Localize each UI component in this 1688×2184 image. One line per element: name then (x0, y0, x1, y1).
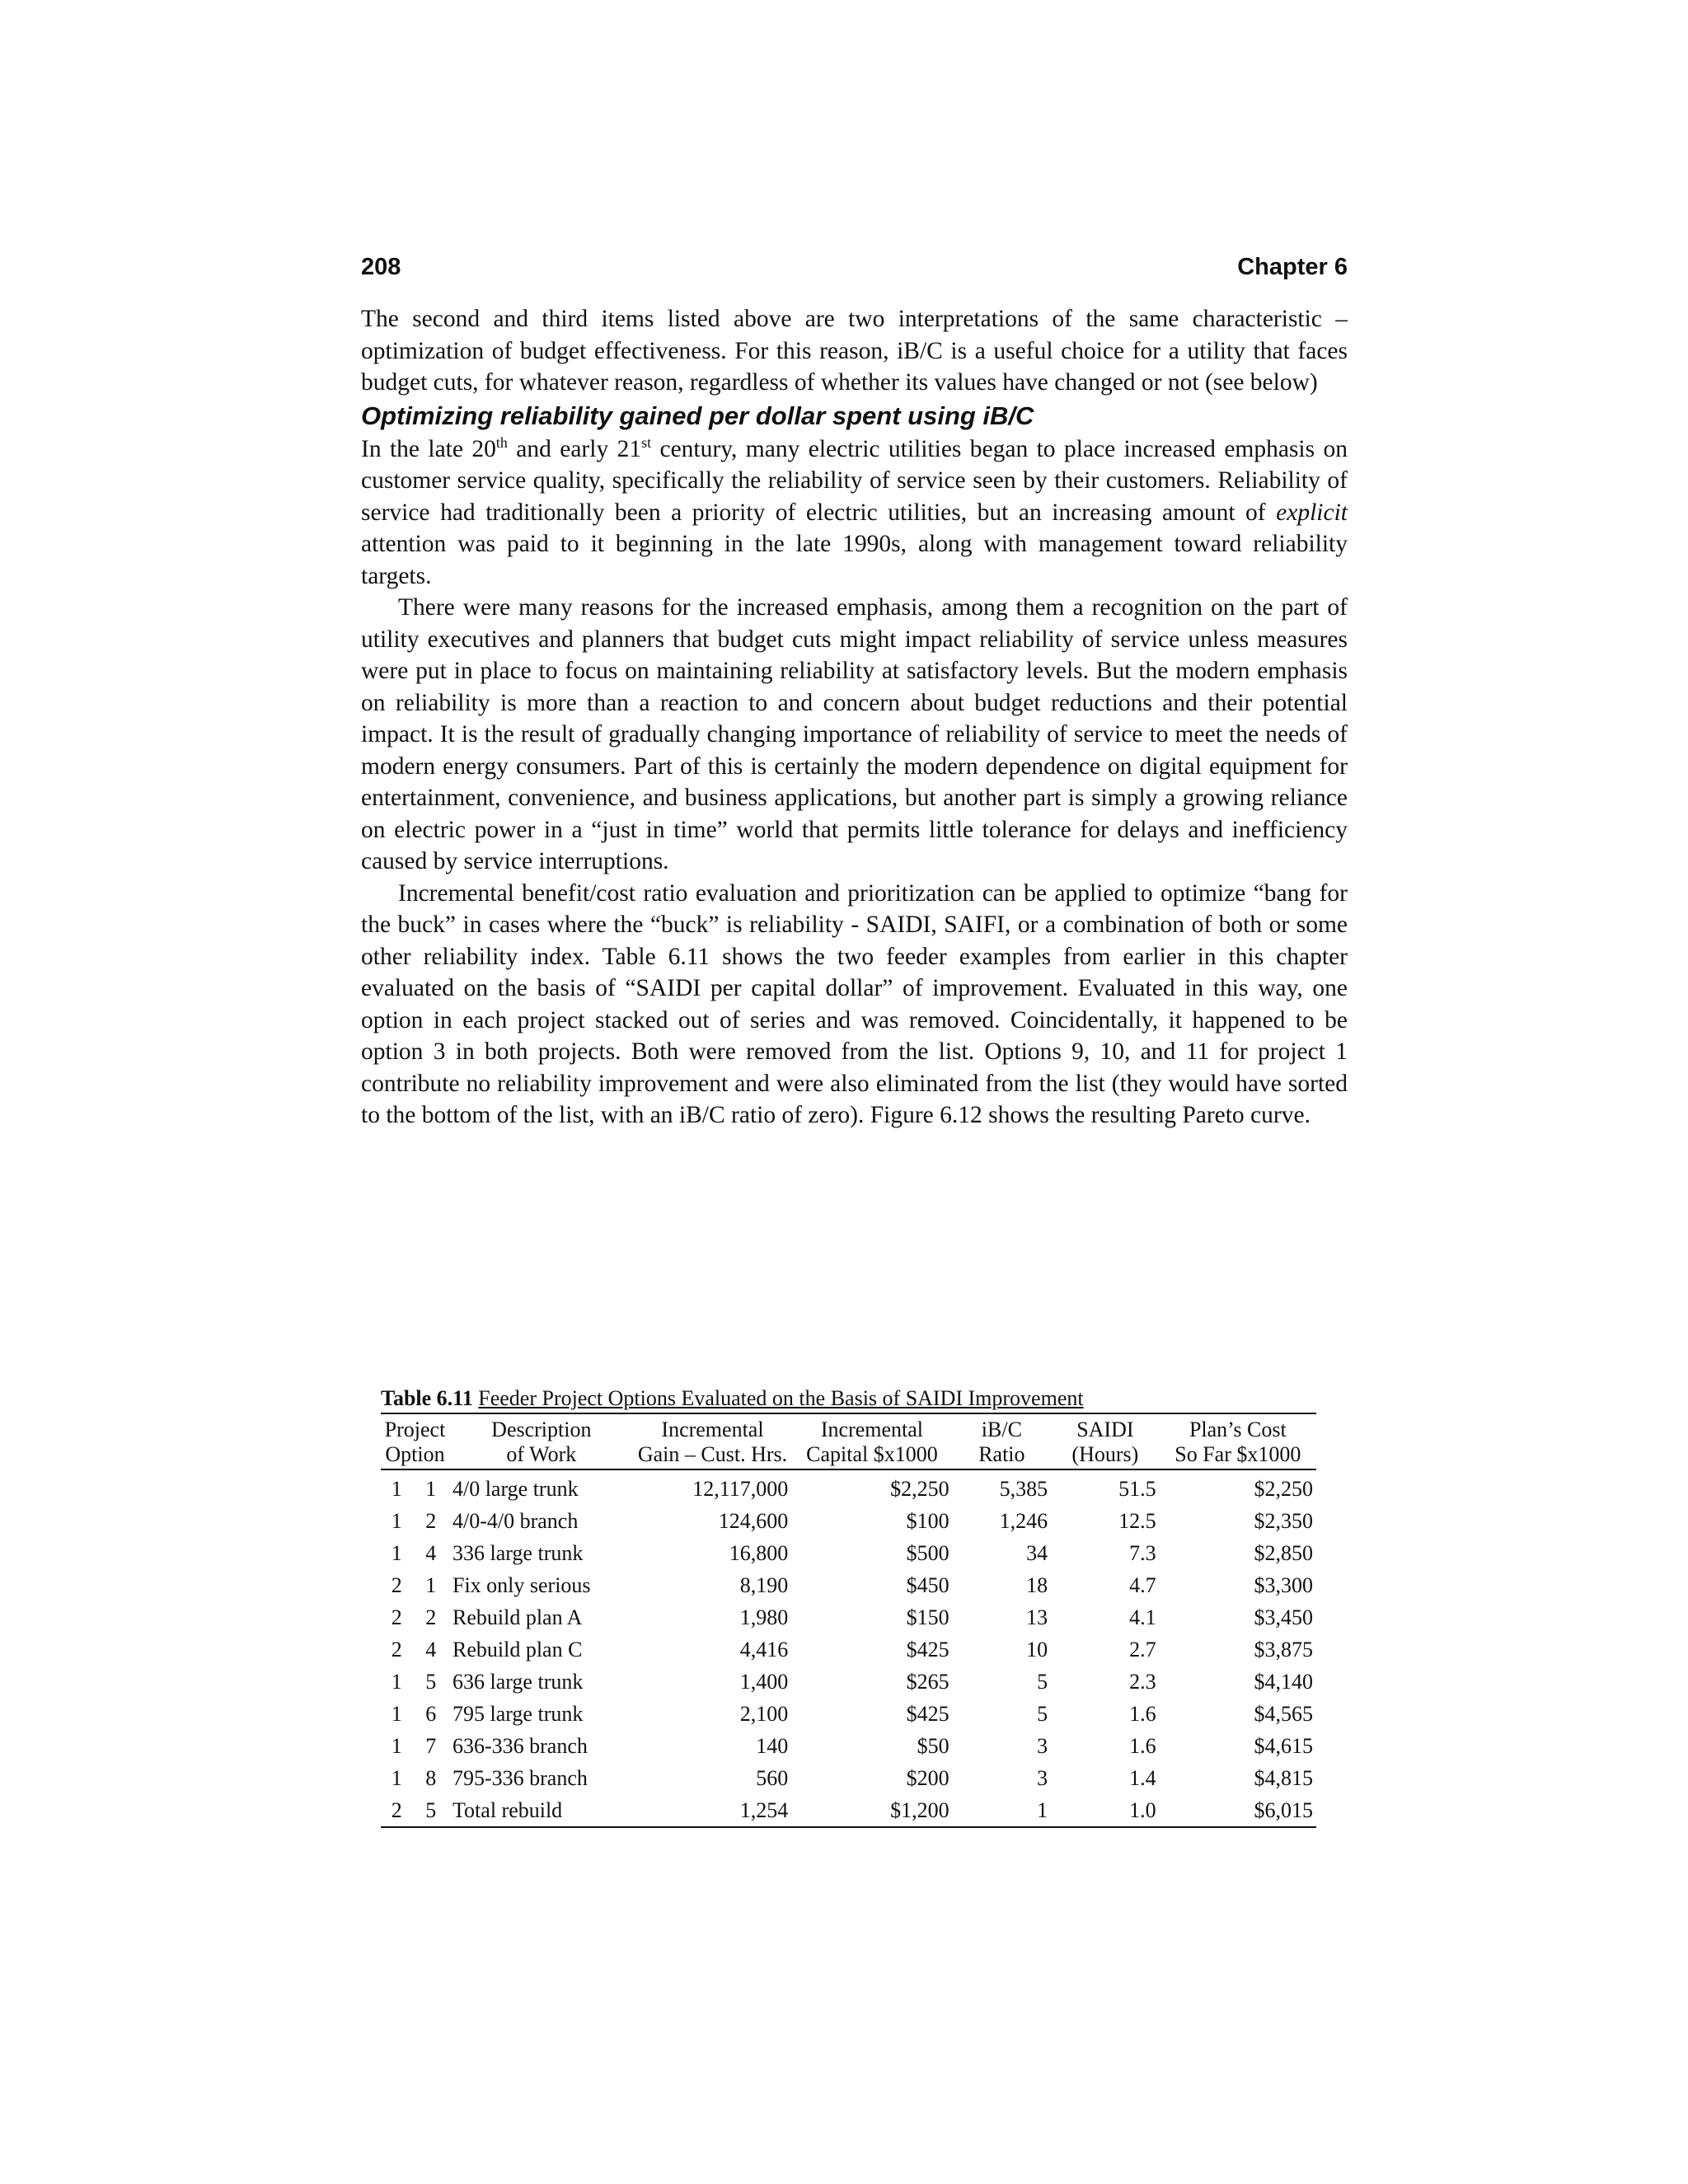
cell-cost: $4,140 (1254, 1669, 1313, 1694)
cell-project: 2 (391, 1605, 402, 1629)
cell-cost: $3,300 (1254, 1572, 1313, 1597)
cell-ratio: 18 (1026, 1572, 1048, 1597)
table-row (381, 1569, 1316, 1601)
col-header: (Hours) (1051, 1442, 1160, 1469)
col-header: of Work (449, 1442, 634, 1469)
cell-ratio: 3 (1037, 1765, 1048, 1790)
cell-gain: 124,600 (718, 1508, 789, 1533)
cell-description: 795-336 branch (452, 1765, 588, 1790)
table-row (381, 1601, 1316, 1633)
paragraph-2: There were many reasons for the increased emphasis, among them a recognition on the part of utility executives and planners that budget cuts might impact reliability of service unless measures were put in place to focus on maintaining reliability at satisfactory levels. But the modern emphasis on reliability is more than a reaction to and concern about budget reductions and their potential impact. It is the result of gradually changing importance of reliability of service to meet the needs of modern energy consumers. Part of this is certainly the modern dependence on digital equipment for entertainment, convenience, and business applications, but another part is simply a growing reliance on electric power in a “just in time” world that permits little tolerance for delays and inefficiency caused by service interruptions. (361, 594, 1348, 874)
cell-option: 6 (425, 1701, 437, 1726)
cell-saidi: 1.0 (1129, 1797, 1156, 1822)
table-caption-number: Table 6.11 (381, 1386, 473, 1410)
cell-option: 4 (425, 1637, 437, 1661)
table-header-row-1 (381, 1413, 1316, 1442)
col-header: Capital $x1000 (791, 1442, 952, 1469)
cell-option: 2 (425, 1508, 437, 1533)
cell-option: 8 (425, 1765, 437, 1790)
cell-project: 1 (391, 1540, 402, 1565)
paragraph-3: Incremental benefit/cost ratio evaluation and prioritization can be applied to optimize “bang for the buck” in cases where the “buck” is reliability - SAIDI, SAIFI, or a combination of both or some other reliability index. Table 6.11 shows the two feeder examples from earlier in this chapter evaluated on the basis of “SAIDI per capital dollar” of improvement. Evaluated in this way, one option in each project stacked out of series and was removed. Coincidentally, it happened to be option 3 in both projects. Both were removed from the list. Options 9, 10, and 11 for project 1 contribute no reliability improvement and were also eliminated from the list (they would have sorted to the bottom of the list, with an iB/C ratio of zero). Figure 6.12 shows the resulting Pareto curve. (361, 879, 1348, 1128)
cell-option: 7 (425, 1733, 437, 1758)
cell-description: 4/0-4/0 branch (452, 1508, 579, 1533)
col-header: Plan’s Cost (1189, 1418, 1287, 1441)
col-header: iB/C (981, 1418, 1022, 1441)
cell-cost: $2,850 (1254, 1540, 1313, 1565)
table-row (381, 1469, 1316, 1505)
cell-project: 2 (391, 1572, 402, 1597)
table-body (381, 1469, 1316, 1827)
cell-saidi: 2.7 (1129, 1637, 1156, 1661)
cell-capital: $2,250 (890, 1476, 950, 1501)
chapter-label: Chapter 6 (1237, 254, 1348, 280)
intro-paragraph: The second and third items listed above are two interpretations of the same characteristic – optimization of budget effectiveness. For this reason, iB/C is a useful choice for a utility that faces budget cuts, for whatever reason, regardless of whether its values have changed or not (see below) (361, 306, 1348, 396)
cell-capital: $50 (917, 1733, 950, 1758)
cell-capital: $450 (906, 1572, 950, 1597)
col-header: Project (384, 1418, 446, 1441)
table-row (381, 1698, 1316, 1730)
table-row (381, 1762, 1316, 1794)
cell-capital: $1,200 (890, 1797, 950, 1822)
cell-description: 795 large trunk (452, 1701, 584, 1726)
cell-capital: $100 (906, 1508, 950, 1533)
cell-description: Rebuild plan C (452, 1637, 583, 1661)
cell-gain: 16,800 (729, 1540, 789, 1565)
cell-ratio: 3 (1037, 1733, 1048, 1758)
page-header (361, 254, 1348, 281)
table-header-row-2 (381, 1442, 1316, 1469)
cell-ratio: 5,385 (999, 1476, 1048, 1501)
table-row (381, 1666, 1316, 1698)
table-caption-title: Feeder Project Options Evaluated on the Basis of SAIDI Improvement (478, 1386, 1084, 1410)
cell-project: 2 (391, 1797, 402, 1822)
body-text (361, 303, 1348, 1132)
table-caption (381, 1385, 1316, 1413)
cell-gain: 4,416 (739, 1637, 789, 1661)
cell-project: 1 (391, 1508, 402, 1533)
cell-ratio: 1,246 (999, 1508, 1048, 1533)
cell-project: 2 (391, 1637, 402, 1661)
table-row (381, 1505, 1316, 1537)
cell-saidi: 1.4 (1129, 1765, 1156, 1790)
cell-option: 1 (425, 1476, 437, 1501)
section-heading: Optimizing reliability gained per dollar spent using iB/C (361, 401, 1034, 430)
feeder-options-table (381, 1413, 1316, 1828)
cell-saidi: 1.6 (1129, 1733, 1156, 1758)
col-header: Ratio (953, 1442, 1051, 1469)
cell-project: 1 (391, 1669, 402, 1694)
cell-option: 2 (425, 1605, 437, 1629)
col-header: Gain – Cust. Hrs. (634, 1442, 792, 1469)
table-6-11 (381, 1385, 1316, 1828)
col-header: So Far $x1000 (1160, 1442, 1316, 1469)
cell-description: 336 large trunk (452, 1540, 584, 1565)
cell-ratio: 1 (1037, 1797, 1048, 1822)
table-row (381, 1794, 1316, 1827)
cell-capital: $200 (906, 1765, 950, 1790)
col-header: Description (491, 1418, 592, 1441)
cell-description: Rebuild plan A (452, 1605, 583, 1629)
table-row (381, 1633, 1316, 1666)
table-row (381, 1730, 1316, 1762)
cell-description: 4/0 large trunk (452, 1476, 579, 1501)
cell-saidi: 4.7 (1129, 1572, 1156, 1597)
cell-capital: $265 (906, 1669, 950, 1694)
cell-gain: 2,100 (739, 1701, 789, 1726)
cell-gain: 1,254 (739, 1797, 789, 1822)
cell-description: 636-336 branch (452, 1733, 588, 1758)
cell-cost: $4,565 (1254, 1701, 1313, 1726)
cell-capital: $150 (906, 1605, 950, 1629)
cell-option: 1 (425, 1572, 437, 1597)
cell-ratio: 10 (1026, 1637, 1048, 1661)
cell-option: 4 (425, 1540, 437, 1565)
col-header: SAIDI (1076, 1418, 1134, 1441)
cell-gain: 12,117,000 (692, 1476, 789, 1501)
cell-project: 1 (391, 1765, 402, 1790)
page-number: 208 (361, 254, 401, 280)
cell-ratio: 13 (1026, 1605, 1048, 1629)
col-header: Incremental (820, 1418, 924, 1441)
cell-capital: $425 (906, 1701, 950, 1726)
cell-ratio: 5 (1037, 1669, 1048, 1694)
cell-description: Total rebuild (452, 1797, 563, 1822)
cell-cost: $4,815 (1254, 1765, 1313, 1790)
cell-description: 636 large trunk (452, 1669, 584, 1694)
cell-option: 5 (425, 1797, 437, 1822)
cell-saidi: 12.5 (1118, 1508, 1156, 1533)
cell-capital: $500 (906, 1540, 950, 1565)
cell-ratio: 34 (1026, 1540, 1048, 1565)
cell-description: Fix only serious (452, 1572, 591, 1597)
cell-gain: 8,190 (739, 1572, 789, 1597)
table-row (381, 1537, 1316, 1569)
cell-cost: $2,250 (1254, 1476, 1313, 1501)
col-header: Incremental (661, 1418, 764, 1441)
cell-project: 1 (391, 1733, 402, 1758)
cell-gain: 1,400 (739, 1669, 789, 1694)
col-header: Option (381, 1442, 449, 1469)
cell-gain: 1,980 (739, 1605, 789, 1629)
cell-cost: $6,015 (1254, 1797, 1313, 1822)
cell-project: 1 (391, 1701, 402, 1726)
cell-cost: $2,350 (1254, 1508, 1313, 1533)
cell-saidi: 4.1 (1129, 1605, 1156, 1629)
cell-capital: $425 (906, 1637, 950, 1661)
cell-gain: 560 (756, 1765, 789, 1790)
cell-saidi: 51.5 (1118, 1476, 1156, 1501)
cell-cost: $3,450 (1254, 1605, 1313, 1629)
cell-option: 5 (425, 1669, 437, 1694)
cell-saidi: 2.3 (1129, 1669, 1156, 1694)
cell-project: 1 (391, 1476, 402, 1501)
cell-gain: 140 (756, 1733, 789, 1758)
cell-ratio: 5 (1037, 1701, 1048, 1726)
paragraph-1: In the late 20th and early 21st century, many electric utilities began to place increased emphasis on customer service quality, specifically the reliability of service seen by their customers. Reliability of service had traditionally been a priority of electric utilities, but an increasing amount of explicit attention was paid to it beginning in the late 1990s, along with management toward reliability targets. (361, 434, 1348, 589)
cell-cost: $4,615 (1254, 1733, 1313, 1758)
cell-saidi: 1.6 (1129, 1701, 1156, 1726)
cell-cost: $3,875 (1254, 1637, 1313, 1661)
cell-saidi: 7.3 (1129, 1540, 1156, 1565)
